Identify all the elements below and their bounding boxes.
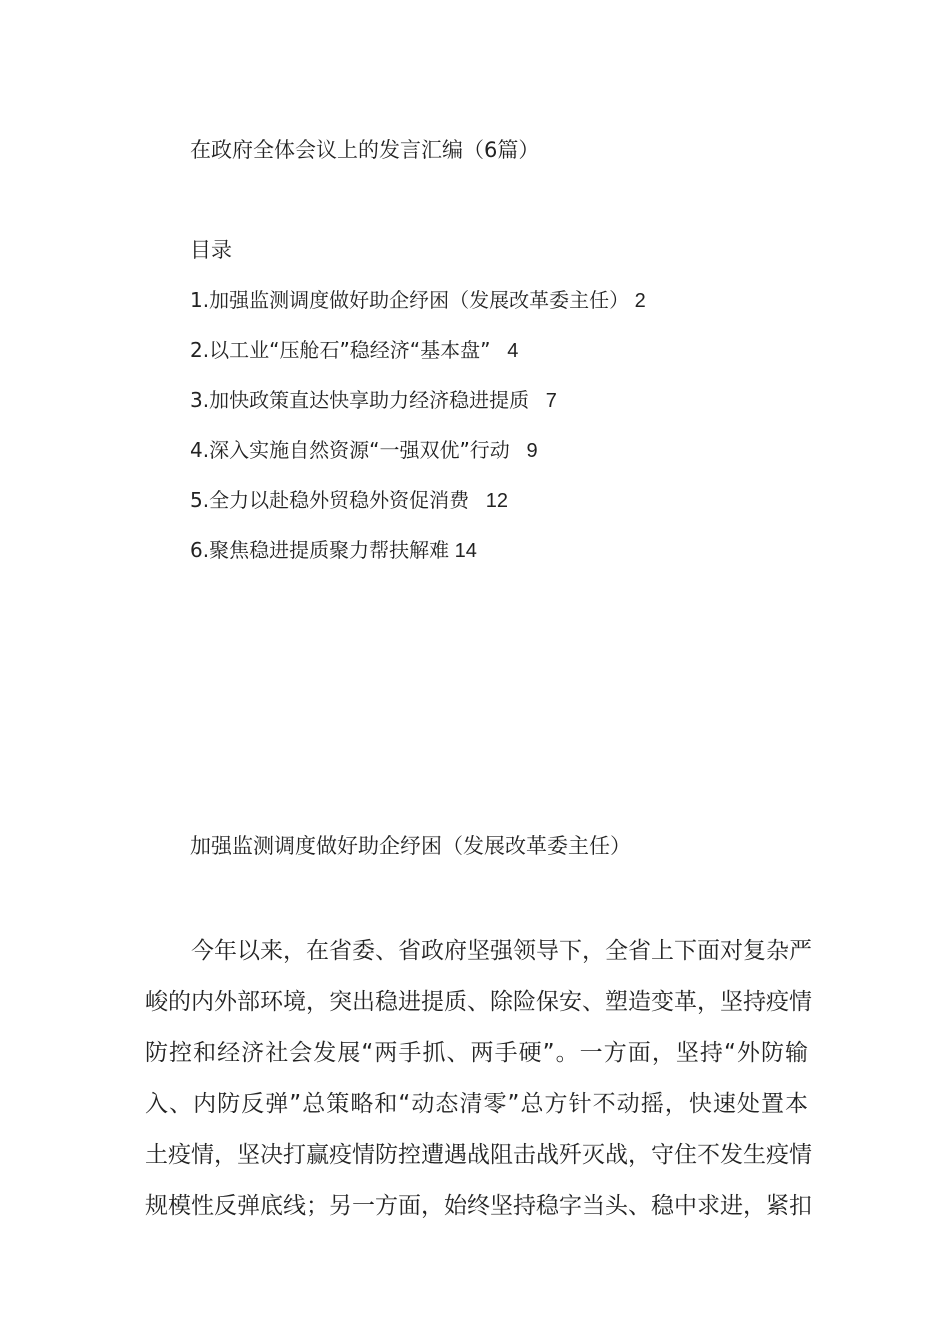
document-title: 在政府全体会议上的发言汇编（6篇） <box>190 138 540 162</box>
toc-entry-4[interactable] <box>190 434 646 484</box>
section-title: 加强监测调度做好助企纾困（发展改革委主任） <box>190 834 631 858</box>
toc-entry-page: 9 <box>509 440 538 462</box>
toc-entry-5[interactable] <box>190 484 646 534</box>
toc-entry-label: 4.深入实施自然资源“一强双优”行动 <box>190 438 510 462</box>
toc-entry-label: 6.聚焦稳进提质聚力帮扶解难 <box>190 538 450 562</box>
toc-entry-label: 5.全力以赴稳外贸稳外资促消费 <box>190 488 470 512</box>
toc-entry-page: 12 <box>469 490 509 512</box>
body-line: 峻的内外部环境，突出稳进提质、除险保安、塑造变革，坚持疫情 <box>145 989 812 1015</box>
toc-entry-label: 1.加强监测调度做好助企纾困（发展改革委主任） <box>190 288 630 312</box>
toc-entry-3[interactable] <box>190 384 646 434</box>
body-line: 土疫情，坚决打赢疫情防控遭遇战阻击战歼灭战，守住不发生疫情 <box>145 1142 812 1168</box>
body-line: 今年以来，在省委、省政府坚强领导下，全省上下面对复杂严 <box>191 938 812 964</box>
toc-entry-page: 14 <box>449 540 477 562</box>
body-line: 防控和经济社会发展“两手抓、两手硬”。一方面，坚持“外防输 <box>145 1040 808 1066</box>
toc-entry-label: 3.加快政策直达快享助力经济稳进提质 <box>190 388 530 412</box>
toc-entry-2[interactable] <box>190 334 646 384</box>
toc-entry-page: 7 <box>529 390 557 412</box>
body-line: 规模性反弹底线；另一方面，始终坚持稳字当头、稳中求进，紧扣 <box>145 1193 812 1219</box>
body-line: 入、内防反弹”总策略和“动态清零”总方针不动摇，快速处置本 <box>145 1091 808 1117</box>
table-of-contents <box>190 284 646 584</box>
toc-entry-1[interactable] <box>190 284 646 334</box>
toc-heading: 目录 <box>190 238 232 262</box>
toc-entry-page: 2 <box>629 290 646 312</box>
toc-entry-6[interactable] <box>190 534 646 584</box>
body-paragraph <box>145 926 812 1232</box>
toc-entry-label: 2.以工业“压舱石”稳经济“基本盘” <box>190 338 491 362</box>
toc-entry-page: 4 <box>490 340 519 362</box>
